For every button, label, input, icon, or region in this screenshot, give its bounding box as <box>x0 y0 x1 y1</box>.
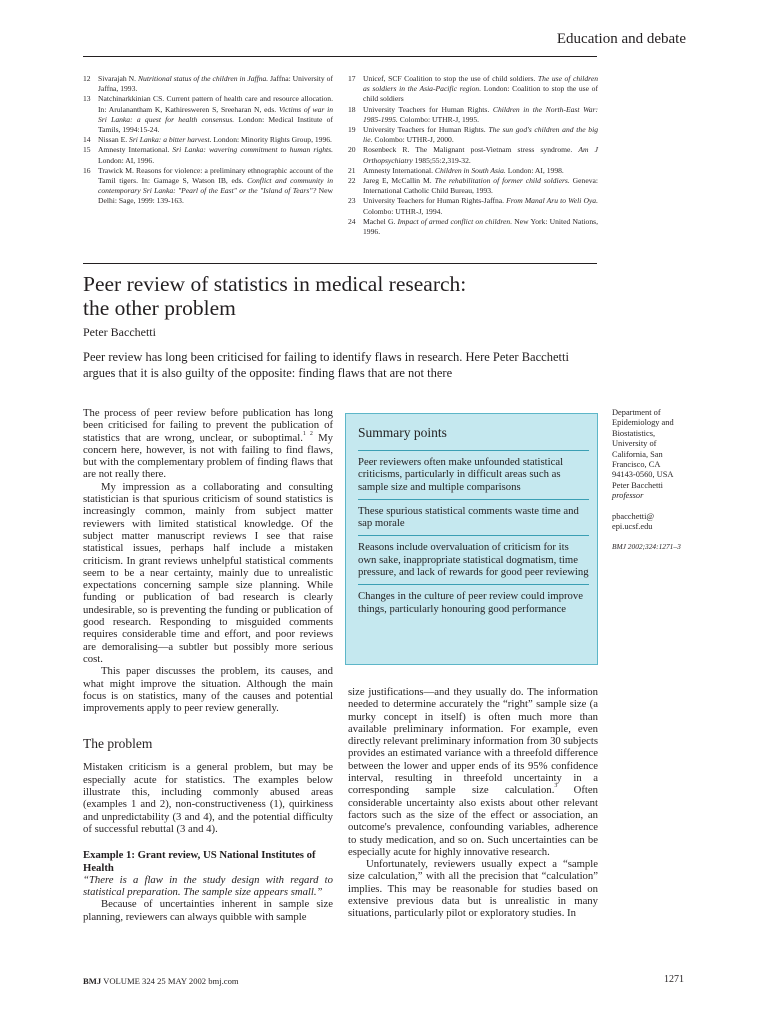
reference-item <box>348 196 598 216</box>
summary-point: Changes in the culture of peer review could improve things, particularly honouring good performance <box>358 584 589 621</box>
reference-number: 17 <box>348 74 356 83</box>
title-line-2: the other problem <box>83 296 236 320</box>
title-line-1: Peer review of statistics in medical research: <box>83 272 467 296</box>
author-email[interactable]: pbacchetti@ epi.ucsf.edu <box>612 511 655 532</box>
reference-superscript: 3 <box>554 783 558 790</box>
reference-text: Amnesty International. Sri Lanka: wavering commitment to human rights. London: AI, 1996. <box>98 145 334 165</box>
summary-point: These spurious statistical comments waste time and sap morale <box>358 499 589 536</box>
reference-item <box>348 125 598 145</box>
reference-text: Rosenbeck R. The Malignant post-Vietnam stress syndrome. Am J Orthopsychiatry 1985;55:2,319-32. <box>363 145 598 165</box>
reference-text: Sivarajah N. Nutritional status of the children in Jaffna. Jaffna: University of Jaffna, 1993. <box>98 74 334 94</box>
page-number: 1271 <box>664 974 684 985</box>
section-heading-problem: The problem <box>83 736 153 752</box>
summary-heading: Summary points <box>358 425 447 440</box>
reference-item <box>348 166 598 176</box>
body-column-1 <box>83 407 333 923</box>
byline: Peter Bacchetti <box>83 325 156 339</box>
example-heading: Example 1: Grant review, US National Institutes of Health <box>83 849 316 874</box>
reference-text: Amnesty International. Children in South Asia. London: AI, 1998. <box>363 165 564 175</box>
reference-number: 24 <box>348 216 356 226</box>
reference-number: 18 <box>348 104 356 114</box>
paragraph: My impression as a collaborating and consulting statistician is that spurious criticism of sound statistics is increasingly common, mainly from subject matter reviewers with limited statistical knowledge. Of the subject matter manuscript reviews I see that raise statistical issues, perhaps half include a mistaken criticism. In grant reviews unhelpful statistical comments seem to be a near certainty, mainly due to unrealistic expectations concerning sample size planning. While funding or publication of bad research is clearly undesirable, so is preventing the funding or publication of good research. Responding to misguided comments requires considerable time and effort, and poor reviews are demoralising—a subtler but possibly more serious cost. <box>83 480 333 665</box>
reference-number: 13 <box>83 94 91 104</box>
reference-text: University Teachers for Human Rights-Jaffna. From Manal Aru to Weli Oya. Colombo: UTHR-J, 1994. <box>363 196 599 216</box>
standfirst: Peer review has long been criticised for failing to identify flaws in research. Here Peter Bacchetti argues that it is also guilty of the opposite: finding flaws that are not there <box>83 350 569 380</box>
reference-number: 14 <box>83 135 91 145</box>
reference-item <box>348 217 598 237</box>
section-label: Education and debate <box>556 31 686 47</box>
references-right <box>348 74 598 237</box>
reference-text: Trawick M. Reasons for violence: a preliminary ethnographic account of the Tamil tigers. In: Gamage S, Watson IB, eds. Conflict and community in contemporary Sri Lanka: "Pearl of the East" or the "Island of Tears"? New Delhi: Sage, 1999: 139-163. <box>98 165 333 206</box>
references-left <box>83 74 333 207</box>
reference-number: 12 <box>83 74 91 83</box>
reference-number: 20 <box>348 145 356 155</box>
reference-number: 16 <box>83 165 91 175</box>
reference-item <box>348 176 598 196</box>
reference-item <box>348 145 598 165</box>
reference-item <box>83 94 333 135</box>
body-column-2 <box>348 686 598 920</box>
author-sidebar <box>612 408 692 553</box>
reference-item <box>348 105 598 125</box>
paragraph: The process of peer review before publication has long been criticised for failing to prevent the publication of statistics that are wrong, unclear, or suboptimal.$^{1 2}$ My concern here, however, is not with failing to find flaws, but with the complementary problem of finding flaws that are not really there. <box>83 407 333 481</box>
reference-superscript: 1 2 <box>302 430 313 437</box>
reviewer-quote: “There is a flaw in the study design with regard to statistical preparation. The sample size appears small.” <box>83 873 333 899</box>
reference-number: 23 <box>348 196 356 206</box>
paragraph: This paper discusses the problem, its causes, and what might improve the situation. Although the main focus is on statistics, many of the causes and potential improvements apply to peer review generally. <box>83 665 333 715</box>
author-name: Peter Bacchetti <box>612 480 663 490</box>
reference-item <box>83 166 333 207</box>
reference-text: University Teachers for Human Rights. The sun god's children and the big lie. Colombo: UTHR-J, 2000. <box>363 125 598 145</box>
paragraph: Mistaken criticism is a general problem, but may be especially acute for statistics. The examples below illustrate this, including commonly abused areas (examples 1 and 2), non-constructiveness (1), quirkiness and unpredictability (3 and 4), and the potential difficulty of successful rebuttal (3 and 4). <box>83 761 333 835</box>
article-title <box>83 272 583 320</box>
author-role: professor <box>612 491 644 501</box>
summary-points-box <box>345 413 598 665</box>
paragraph: Because of uncertainties inherent in sample size planning, reviewers can always quibble with sample <box>83 898 333 923</box>
affiliation: Department of Epidemiology and Biostatistics, University of California, San Francisco, CA 94143-0560, USA <box>612 408 674 480</box>
reference-item <box>83 74 333 94</box>
reference-item <box>348 74 598 105</box>
reference-number: 21 <box>348 165 356 175</box>
reference-text: Nissan E. Sri Lanka: a bitter harvest. London: Minority Rights Group, 1996. <box>98 135 332 145</box>
reference-number: 22 <box>348 176 356 186</box>
header-rule <box>83 56 597 57</box>
reference-number: 19 <box>348 125 356 135</box>
reference-text: Machel G. Impact of armed conflict on children. New York: United Nations, 1996. <box>363 216 599 237</box>
summary-point: Reasons include overvaluation of criticism for its own sake, inappropriate statistical dogmatism, time pressure, and lack of rewards for good peer reviewing <box>358 535 589 584</box>
citation: BMJ 2002;324:1271–3 <box>612 542 681 552</box>
footer-journal: BMJ VOLUME 324 25 MAY 2002 bmj.com <box>83 976 239 986</box>
reference-text: Natchinarkkinian CS. Current pattern of health care and resource allocation. In: Arulanantham K, Kathiresweren S, Sreeharan N, eds. Victims of war in Sri Lanka: a quest for health consensus. London: Medical Institute of Tamils, 1994:15-24. <box>98 94 333 135</box>
reference-number: 15 <box>83 145 91 155</box>
reference-text: Unicef, SCF Coalition to stop the use of child soldiers. The use of children as soldiers in the Asia-Pacific region. London: Coalition to stop the use of child soldiers <box>363 74 598 104</box>
paragraph: size justifications—and they usually do. The information needed to determine accurately the “right” sample size (a murky concept in itself) is often much more than available preliminary information. For example, even directly relevant preliminary information from 30 subjects provides an estimated variance with a threefold difference between the lower and upper ends of its 95% confidence interval, resulting in threefold uncertainty in a corresponding sample size calculation.$^3$ Often considerable uncertainty also exists about other relevant factors such as the size of the effect or association, an outcome's prevalence, confounding variables, adherence to study medication, and so on. Such uncertainties can be especially acute for highly innovative research. <box>348 686 598 858</box>
reference-item <box>83 145 333 165</box>
reference-text: Jareg E, McCallin M. The rehabilitation of former child soldiers. Geneva: International Catholic Child Bureau, 1993. <box>363 176 598 196</box>
reference-item <box>83 135 333 145</box>
paragraph: Unfortunately, reviewers usually expect a “sample size calculation,” with all the precision that “calculation” implies. This may be reasonable for studies based on extensive previous data but is unrealistic in many situations, particularly pilot or exploratory studies. In <box>348 858 598 920</box>
reference-text: University Teachers for Human Rights. Children in the North-East War: 1985-1995. Colombo: UTHR-J, 1995. <box>363 104 598 124</box>
article-rule <box>83 263 597 264</box>
summary-point: Peer reviewers often make unfounded statistical criticisms, particularly in difficult areas such as sample size and multiple comparisons <box>358 450 589 499</box>
